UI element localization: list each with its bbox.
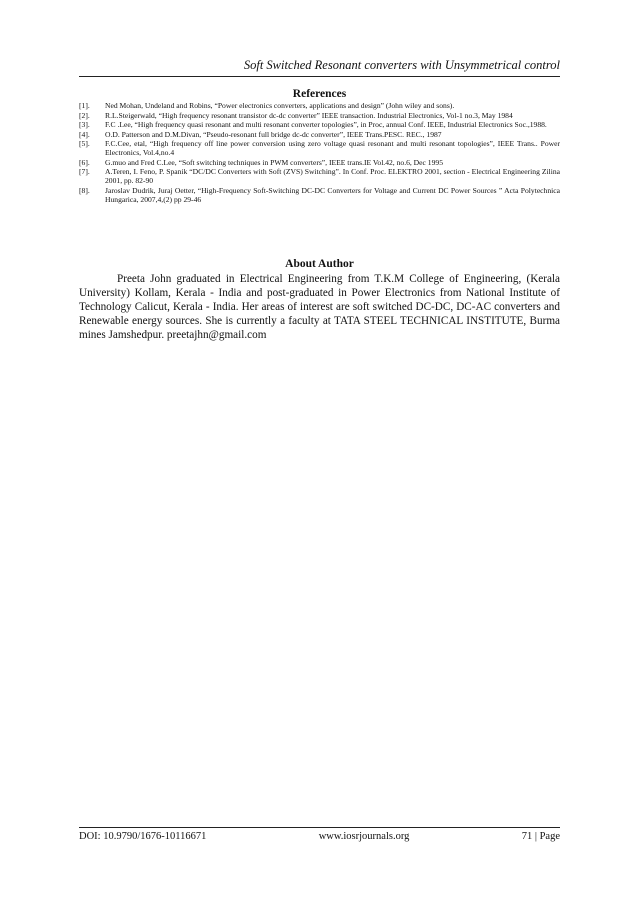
reference-text: Jaroslav Dudrik, Juraj Oetter, “High-Frequency Soft-Switching DC-DC Converters for Voltage and Current DC Power Sources ” Acta Polytechnica Hungarica, 2007,4,(2) pp 29-46	[105, 185, 560, 205]
about-author-heading: About Author	[285, 258, 354, 270]
reference-number: [7].	[79, 167, 90, 177]
reference-item	[79, 158, 560, 167]
reference-number: [2].	[79, 110, 90, 120]
reference-text: G.muo and Fred C.Lee, “Soft switching techniques in PWM converters”, IEEE trans.IE Vol.42, no.6, Dec 1995	[105, 157, 443, 167]
reference-item	[79, 167, 560, 185]
reference-item	[79, 120, 560, 129]
reference-item	[79, 111, 560, 120]
reference-item	[79, 186, 560, 204]
footer-website: www.iosrjournals.org	[318, 831, 410, 842]
reference-text: O.D. Patterson and D.M.Divan, “Pseudo-resonant full bridge dc-dc converter”, IEEE Trans.PESC. REC., 1987	[105, 129, 442, 139]
running-title: Soft Switched Resonant converters with Unsymmetrical control	[243, 58, 560, 72]
reference-item	[79, 139, 560, 157]
reference-item	[79, 130, 560, 139]
reference-number: [3].	[79, 120, 90, 129]
reference-text: A.Teren, I. Feno, P. Spanik “DC/DC Converters with Soft (ZVS) Switching”. In Conf. Proc. ELEKTRO 2001, section - Electrical Engineering Zilina 2001, pp. 82-90	[105, 167, 560, 186]
footer-page-number: 71 | Page	[521, 831, 560, 842]
reference-text: R.L.Steigerwald, “High frequency resonant transistor dc-dc converter” IEEE transaction. Industrial Electronics, Vol-1 no.3, May 1984	[105, 110, 513, 120]
reference-text: Ned Mohan, Undeland and Robins, “Power electronics converters, applications and design” (John wiley and sons).	[105, 101, 455, 110]
reference-text: F.C.Cee, etal, “High frequency off line power conversion using zero voltage quasi resonant and multi resonant topologies”, IEEE Trans.. Power Electronics, Vol.4,no.4	[105, 139, 560, 158]
reference-number: [8].	[79, 185, 90, 195]
references-list	[79, 101, 560, 205]
running-header	[79, 58, 560, 77]
reference-item	[79, 101, 560, 110]
page-footer	[79, 827, 560, 842]
reference-number: [6].	[79, 157, 90, 167]
footer-doi: DOI: 10.9790/1676-10116671	[79, 831, 207, 842]
reference-number: [5].	[79, 139, 90, 148]
reference-number: [1].	[79, 101, 90, 110]
about-author-body: Preeta John graduated in Electrical Engineering from T.K.M College of Engineering, (Kerala University) Kollam, Kerala - India and post-graduated in Power Electronics from National Institute of Technology Calicut, Kerala - India. Her areas of interest are soft switched DC-DC, DC-AC converters and Renewable energy sources. She is currently a faculty at TATA STEEL TECHNICAL INSTITUTE, Burma mines Jamshedpur. preetajhn@gmail.com	[79, 273, 560, 341]
references-heading: References	[292, 88, 347, 100]
reference-text: F.C .Lee, “High frequency quasi resonant and multi resonant converter topologies”, in Proc, annual Conf. IEEE, Industrial Electronics Soc.,1988.	[105, 120, 547, 129]
reference-number: [4].	[79, 129, 90, 139]
